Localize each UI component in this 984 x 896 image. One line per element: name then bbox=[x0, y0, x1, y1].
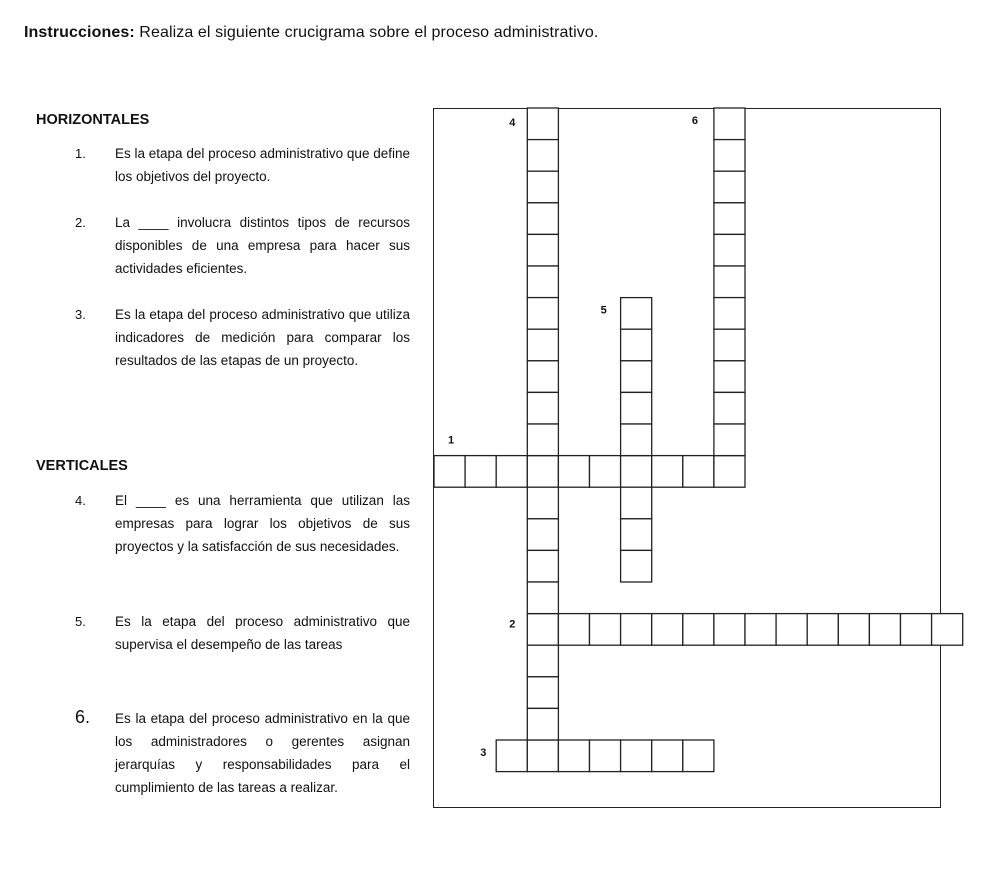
crossword-cell[interactable] bbox=[496, 740, 527, 772]
crossword-cell[interactable] bbox=[590, 614, 621, 646]
crossword-number-1: 1 bbox=[448, 434, 455, 447]
crossword-cell[interactable] bbox=[527, 171, 558, 203]
crossword-cell[interactable] bbox=[714, 456, 745, 488]
crossword-cell[interactable] bbox=[776, 614, 807, 646]
clue-6-text: Es la etapa del proceso administrativo en la que los administradores o gerentes asignan jerarquías y responsabilidades para el cumplimiento de las tareas a realizar. bbox=[115, 711, 410, 795]
crossword-cell[interactable] bbox=[838, 614, 869, 646]
crossword-cell[interactable] bbox=[434, 456, 465, 488]
crossword-cell[interactable] bbox=[714, 140, 745, 172]
verticales-heading: VERTICALES bbox=[36, 458, 128, 474]
crossword-cell[interactable] bbox=[714, 298, 745, 330]
crossword-number-3: 3 bbox=[480, 747, 487, 759]
crossword-number-6: 6 bbox=[691, 115, 699, 127]
crossword-cell[interactable] bbox=[621, 424, 652, 456]
crossword-cell[interactable] bbox=[465, 456, 496, 488]
crossword-cell[interactable] bbox=[714, 424, 745, 456]
crossword-cell[interactable] bbox=[527, 550, 558, 582]
clue-2-number: 2. bbox=[75, 215, 86, 230]
crossword-cell[interactable] bbox=[527, 708, 558, 740]
crossword-cell[interactable] bbox=[714, 171, 745, 203]
crossword-cell[interactable] bbox=[496, 456, 527, 488]
crossword-cell[interactable] bbox=[527, 614, 558, 646]
crossword-cell[interactable] bbox=[621, 392, 652, 424]
clue-5-text: Es la etapa del proceso administrativo que supervisa el desempeño de las tareas bbox=[115, 614, 410, 652]
clue-5-number: 5. bbox=[75, 614, 86, 629]
clue-4-number: 4. bbox=[75, 493, 86, 508]
crossword-cell[interactable] bbox=[652, 456, 683, 488]
crossword-cell[interactable] bbox=[621, 361, 652, 393]
crossword-cell[interactable] bbox=[621, 298, 652, 330]
crossword-cell[interactable] bbox=[527, 361, 558, 393]
horizontales-heading: HORIZONTALES bbox=[36, 112, 150, 128]
crossword-cell[interactable] bbox=[745, 614, 776, 646]
crossword-cell[interactable] bbox=[527, 140, 558, 172]
crossword-cell[interactable] bbox=[714, 234, 745, 266]
crossword-cell[interactable] bbox=[527, 234, 558, 266]
crossword-cell[interactable] bbox=[590, 740, 621, 772]
crossword-cell[interactable] bbox=[621, 519, 652, 551]
crossword-cell[interactable] bbox=[527, 740, 558, 772]
crossword-cell[interactable] bbox=[590, 456, 621, 488]
crossword-cell[interactable] bbox=[683, 740, 714, 772]
clue-4-text: El ____ es una herramienta que utilizan las empresas para lograr los objetivos de sus proyectos y la satisfacción de sus necesidades. bbox=[115, 493, 410, 554]
crossword-number-5: 5 bbox=[600, 304, 607, 317]
crossword-cell[interactable] bbox=[714, 361, 745, 393]
crossword-number-2: 2 bbox=[509, 618, 516, 631]
crossword-cell[interactable] bbox=[527, 266, 558, 298]
crossword-cell[interactable] bbox=[683, 456, 714, 488]
crossword-cell[interactable] bbox=[652, 740, 683, 772]
crossword-cell[interactable] bbox=[558, 740, 589, 772]
crossword-cell[interactable] bbox=[527, 392, 558, 424]
crossword-cell[interactable] bbox=[621, 456, 652, 488]
clue-6-number: 6. bbox=[75, 707, 91, 727]
clue-3-number: 3. bbox=[75, 307, 86, 322]
crossword-cell[interactable] bbox=[807, 614, 838, 646]
clue-1-text: Es la etapa del proceso administrativo que define los objetivos del proyecto. bbox=[115, 146, 410, 184]
crossword-cell[interactable] bbox=[527, 456, 558, 488]
crossword-cell[interactable] bbox=[527, 329, 558, 361]
crossword-cell[interactable] bbox=[901, 614, 932, 646]
crossword-cell[interactable] bbox=[714, 614, 745, 646]
clue-1-number: 1. bbox=[75, 146, 86, 161]
crossword-cell[interactable] bbox=[683, 614, 714, 646]
clue-3-text: Es la etapa del proceso administrativo que utiliza indicadores de medición para comparar los resultados de las etapas de un proyecto. bbox=[115, 307, 410, 368]
crossword-cell[interactable] bbox=[527, 582, 558, 614]
crossword-cell[interactable] bbox=[527, 645, 558, 677]
crossword-cell[interactable] bbox=[527, 677, 558, 709]
crossword-cell[interactable] bbox=[652, 614, 683, 646]
crossword-cell[interactable] bbox=[621, 614, 652, 646]
crossword-cell[interactable] bbox=[527, 298, 558, 330]
crossword-cell[interactable] bbox=[714, 329, 745, 361]
crossword-cell[interactable] bbox=[558, 456, 589, 488]
crossword-cell[interactable] bbox=[527, 424, 558, 456]
crossword-cell[interactable] bbox=[621, 550, 652, 582]
crossword-cell[interactable] bbox=[527, 203, 558, 235]
crossword-cell[interactable] bbox=[621, 329, 652, 361]
crossword-cell[interactable] bbox=[621, 740, 652, 772]
crossword-cell[interactable] bbox=[714, 392, 745, 424]
crossword-cell[interactable] bbox=[621, 487, 652, 519]
instructions-text: Realiza el siguiente crucigrama sobre el proceso administrativo. bbox=[134, 24, 599, 41]
crossword-cell[interactable] bbox=[527, 519, 558, 551]
clue-2-text: La ____ involucra distintos tipos de recursos disponibles de una empresa para hacer sus actividades eficientes. bbox=[115, 215, 410, 276]
crossword-cell[interactable] bbox=[558, 614, 589, 646]
crossword-cell[interactable] bbox=[527, 108, 558, 140]
crossword-cell[interactable] bbox=[714, 203, 745, 235]
crossword-cell[interactable] bbox=[714, 266, 745, 298]
crossword-cell[interactable] bbox=[869, 614, 900, 646]
instructions-label: Instrucciones: bbox=[24, 24, 135, 41]
crossword-cell[interactable] bbox=[932, 614, 963, 646]
crossword-cell[interactable] bbox=[714, 108, 745, 140]
crossword-number-4: 4 bbox=[509, 117, 516, 129]
crossword-cell[interactable] bbox=[527, 487, 558, 519]
